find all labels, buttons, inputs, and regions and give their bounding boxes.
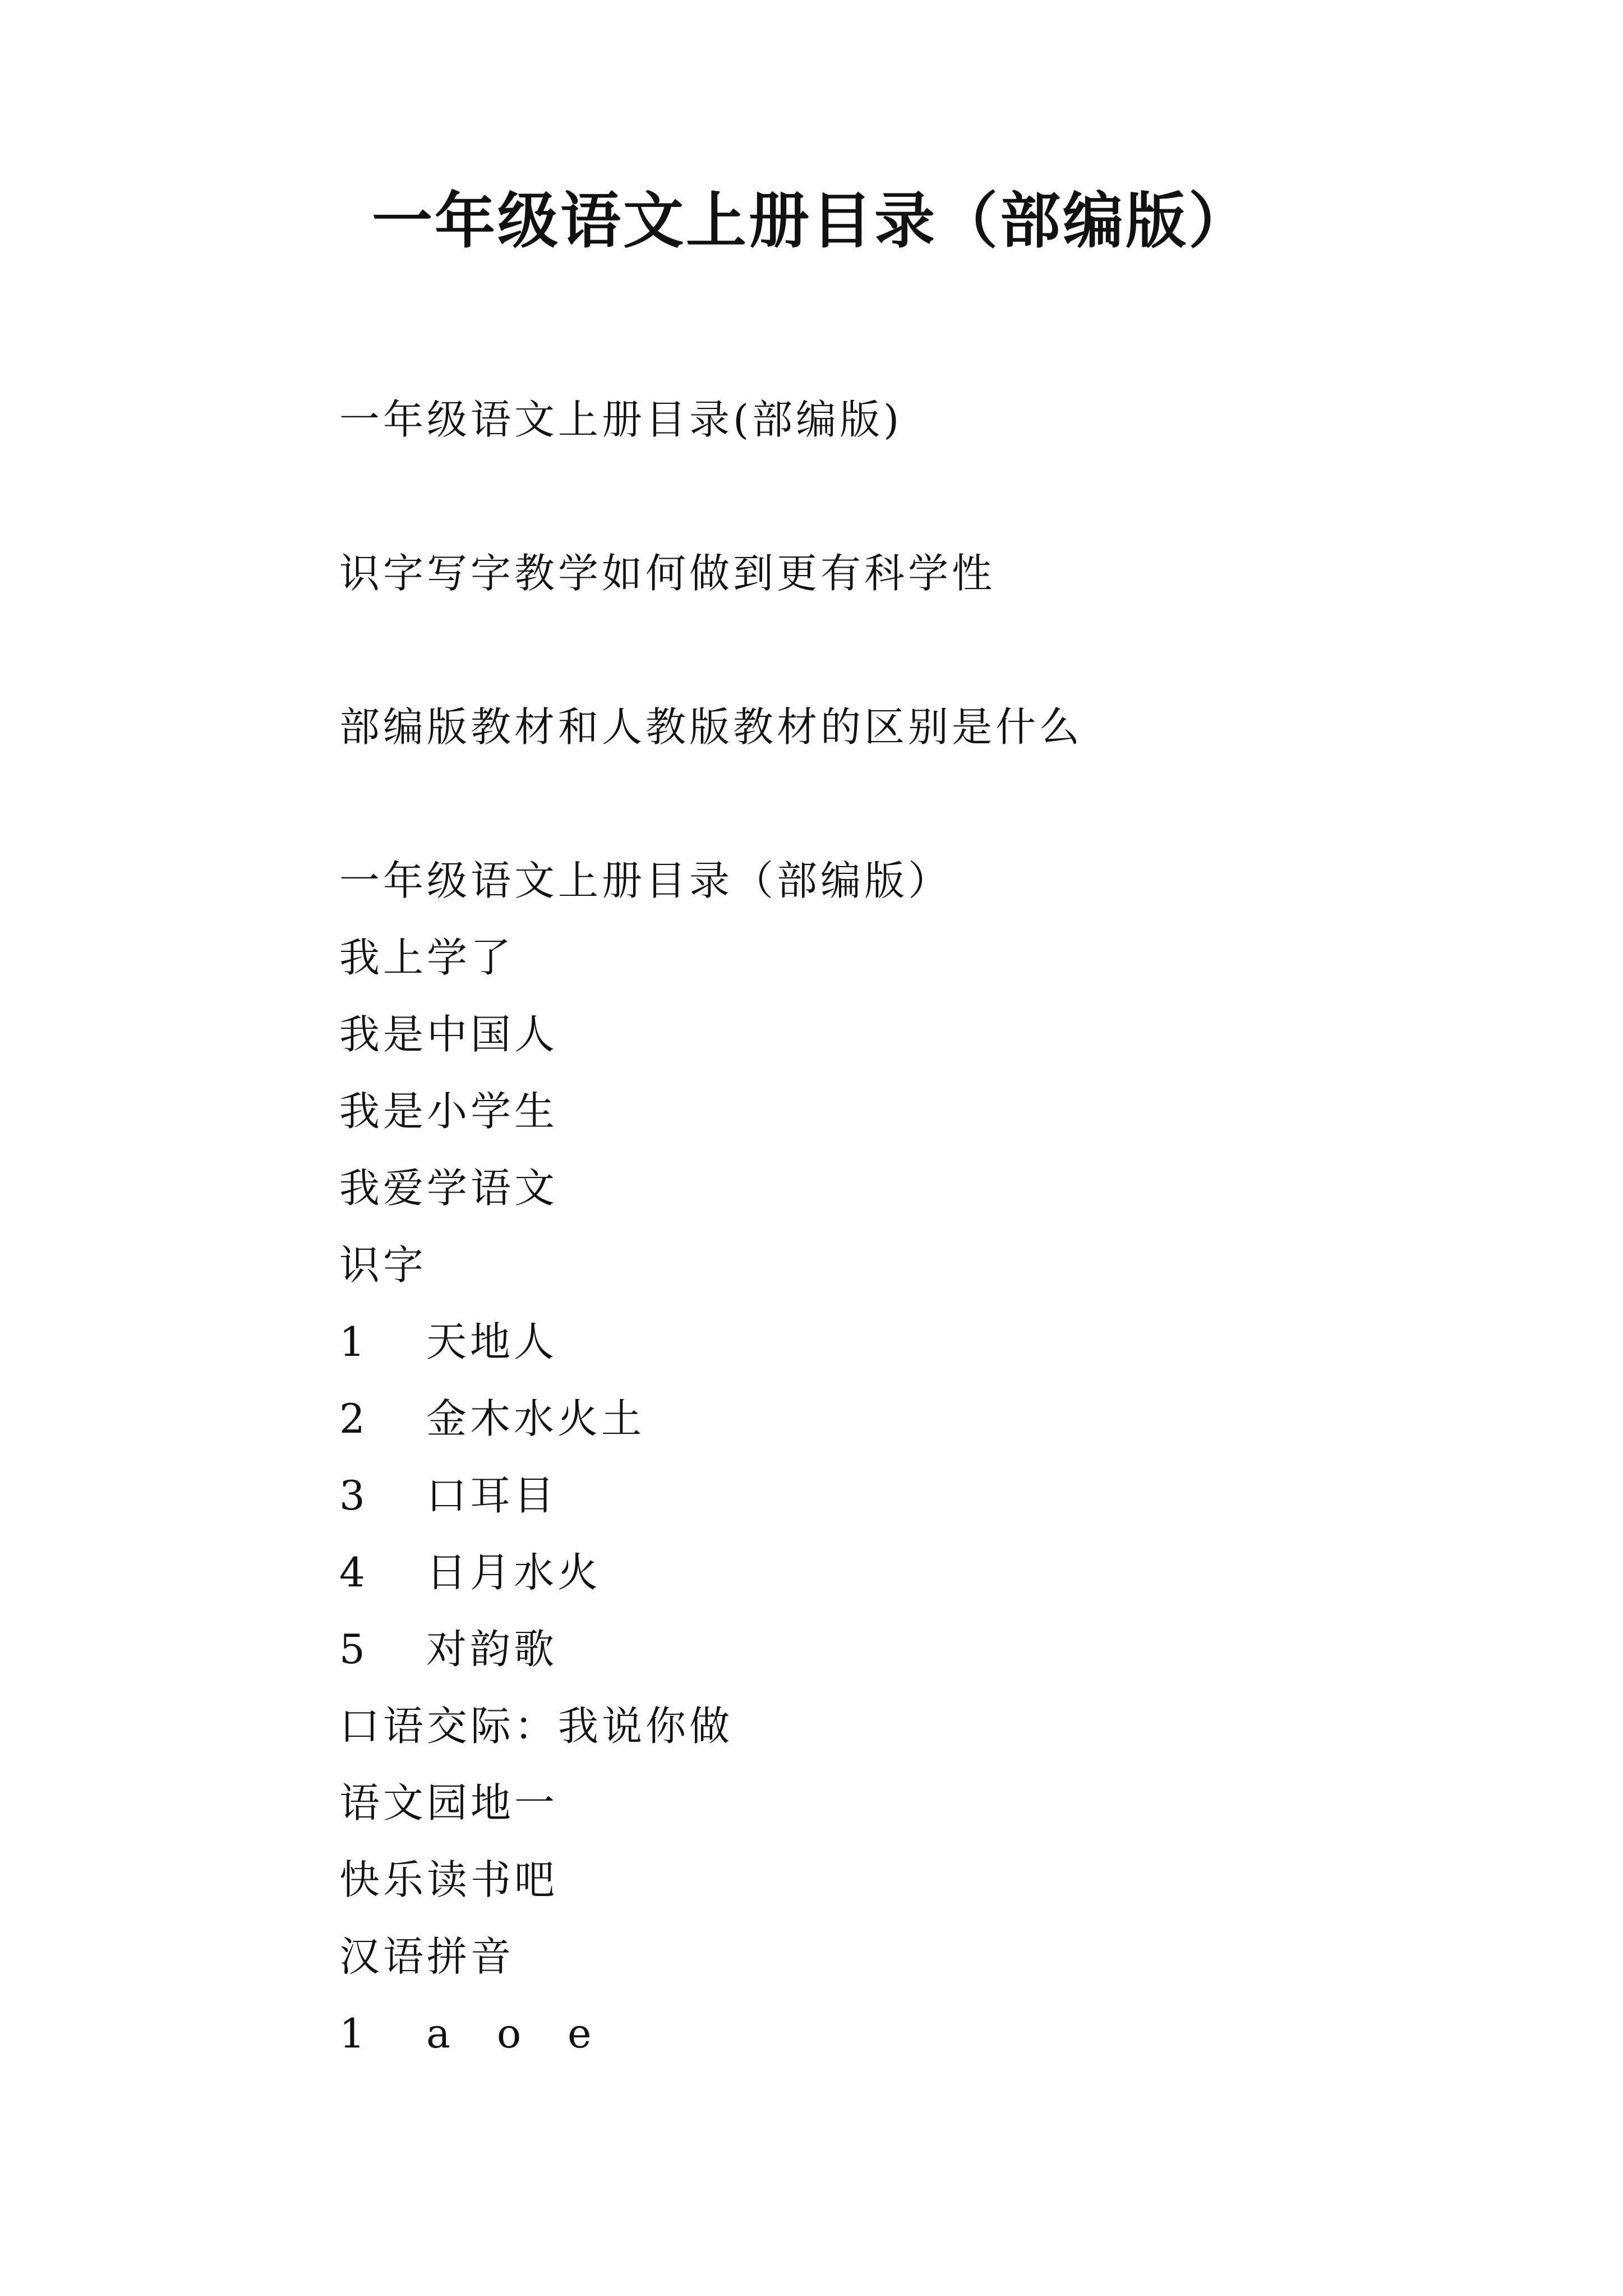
section-heading-wo-shangxue: 我上学了 — [339, 934, 515, 981]
toc-item-oral-communication: 口语交际：我说你做 — [339, 1703, 734, 1750]
lesson-row — [339, 1381, 1517, 1457]
lesson-number: 5 — [339, 1626, 368, 1673]
lesson-row — [339, 1304, 1517, 1381]
toc-item: 我是小学生 — [339, 1088, 559, 1135]
lesson-row — [339, 1611, 1517, 1688]
lesson-title: 日月水火 — [426, 1549, 602, 1596]
lesson-title: 天地人 — [426, 1318, 558, 1365]
toc-item: 我是中国人 — [339, 1011, 559, 1058]
section-heading-pinyin: 汉语拼音 — [339, 1933, 515, 1980]
toc-item: 我爱学语文 — [339, 1165, 559, 1212]
lesson-number: 4 — [339, 1549, 368, 1596]
lesson-title: a o e — [426, 2010, 608, 2057]
lesson-title: 对韵歌 — [426, 1626, 558, 1673]
intro-line-literacy-teaching: 识字写字教学如何做到更有科学性 — [339, 550, 996, 597]
lesson-number: 3 — [339, 1472, 368, 1519]
lesson-title: 金木水火土 — [426, 1395, 645, 1442]
toc-item-reading-bar: 快乐读书吧 — [339, 1856, 559, 1903]
page-title: 一年级语文上册目录（部编版） — [371, 186, 1251, 256]
intro-line-textbook-difference: 部编版教材和人教版教材的区别是什么 — [339, 703, 1083, 751]
lesson-number: 1 — [339, 1318, 368, 1365]
lesson-title: 口耳目 — [426, 1472, 558, 1519]
lesson-number: 1 — [339, 2010, 368, 2057]
intro-line-title: 一年级语文上册目录(部编版) — [339, 396, 903, 443]
lesson-number: 2 — [339, 1395, 368, 1442]
toc-item-chinese-garden: 语文园地一 — [339, 1779, 559, 1826]
document-body — [339, 381, 1517, 2072]
section-heading-shizi: 识字 — [339, 1241, 427, 1289]
lesson-row — [339, 1534, 1517, 1611]
lesson-row — [339, 1457, 1517, 1534]
toc-heading: 一年级语文上册目录（部编版） — [339, 857, 952, 904]
lesson-row — [339, 1995, 1517, 2072]
